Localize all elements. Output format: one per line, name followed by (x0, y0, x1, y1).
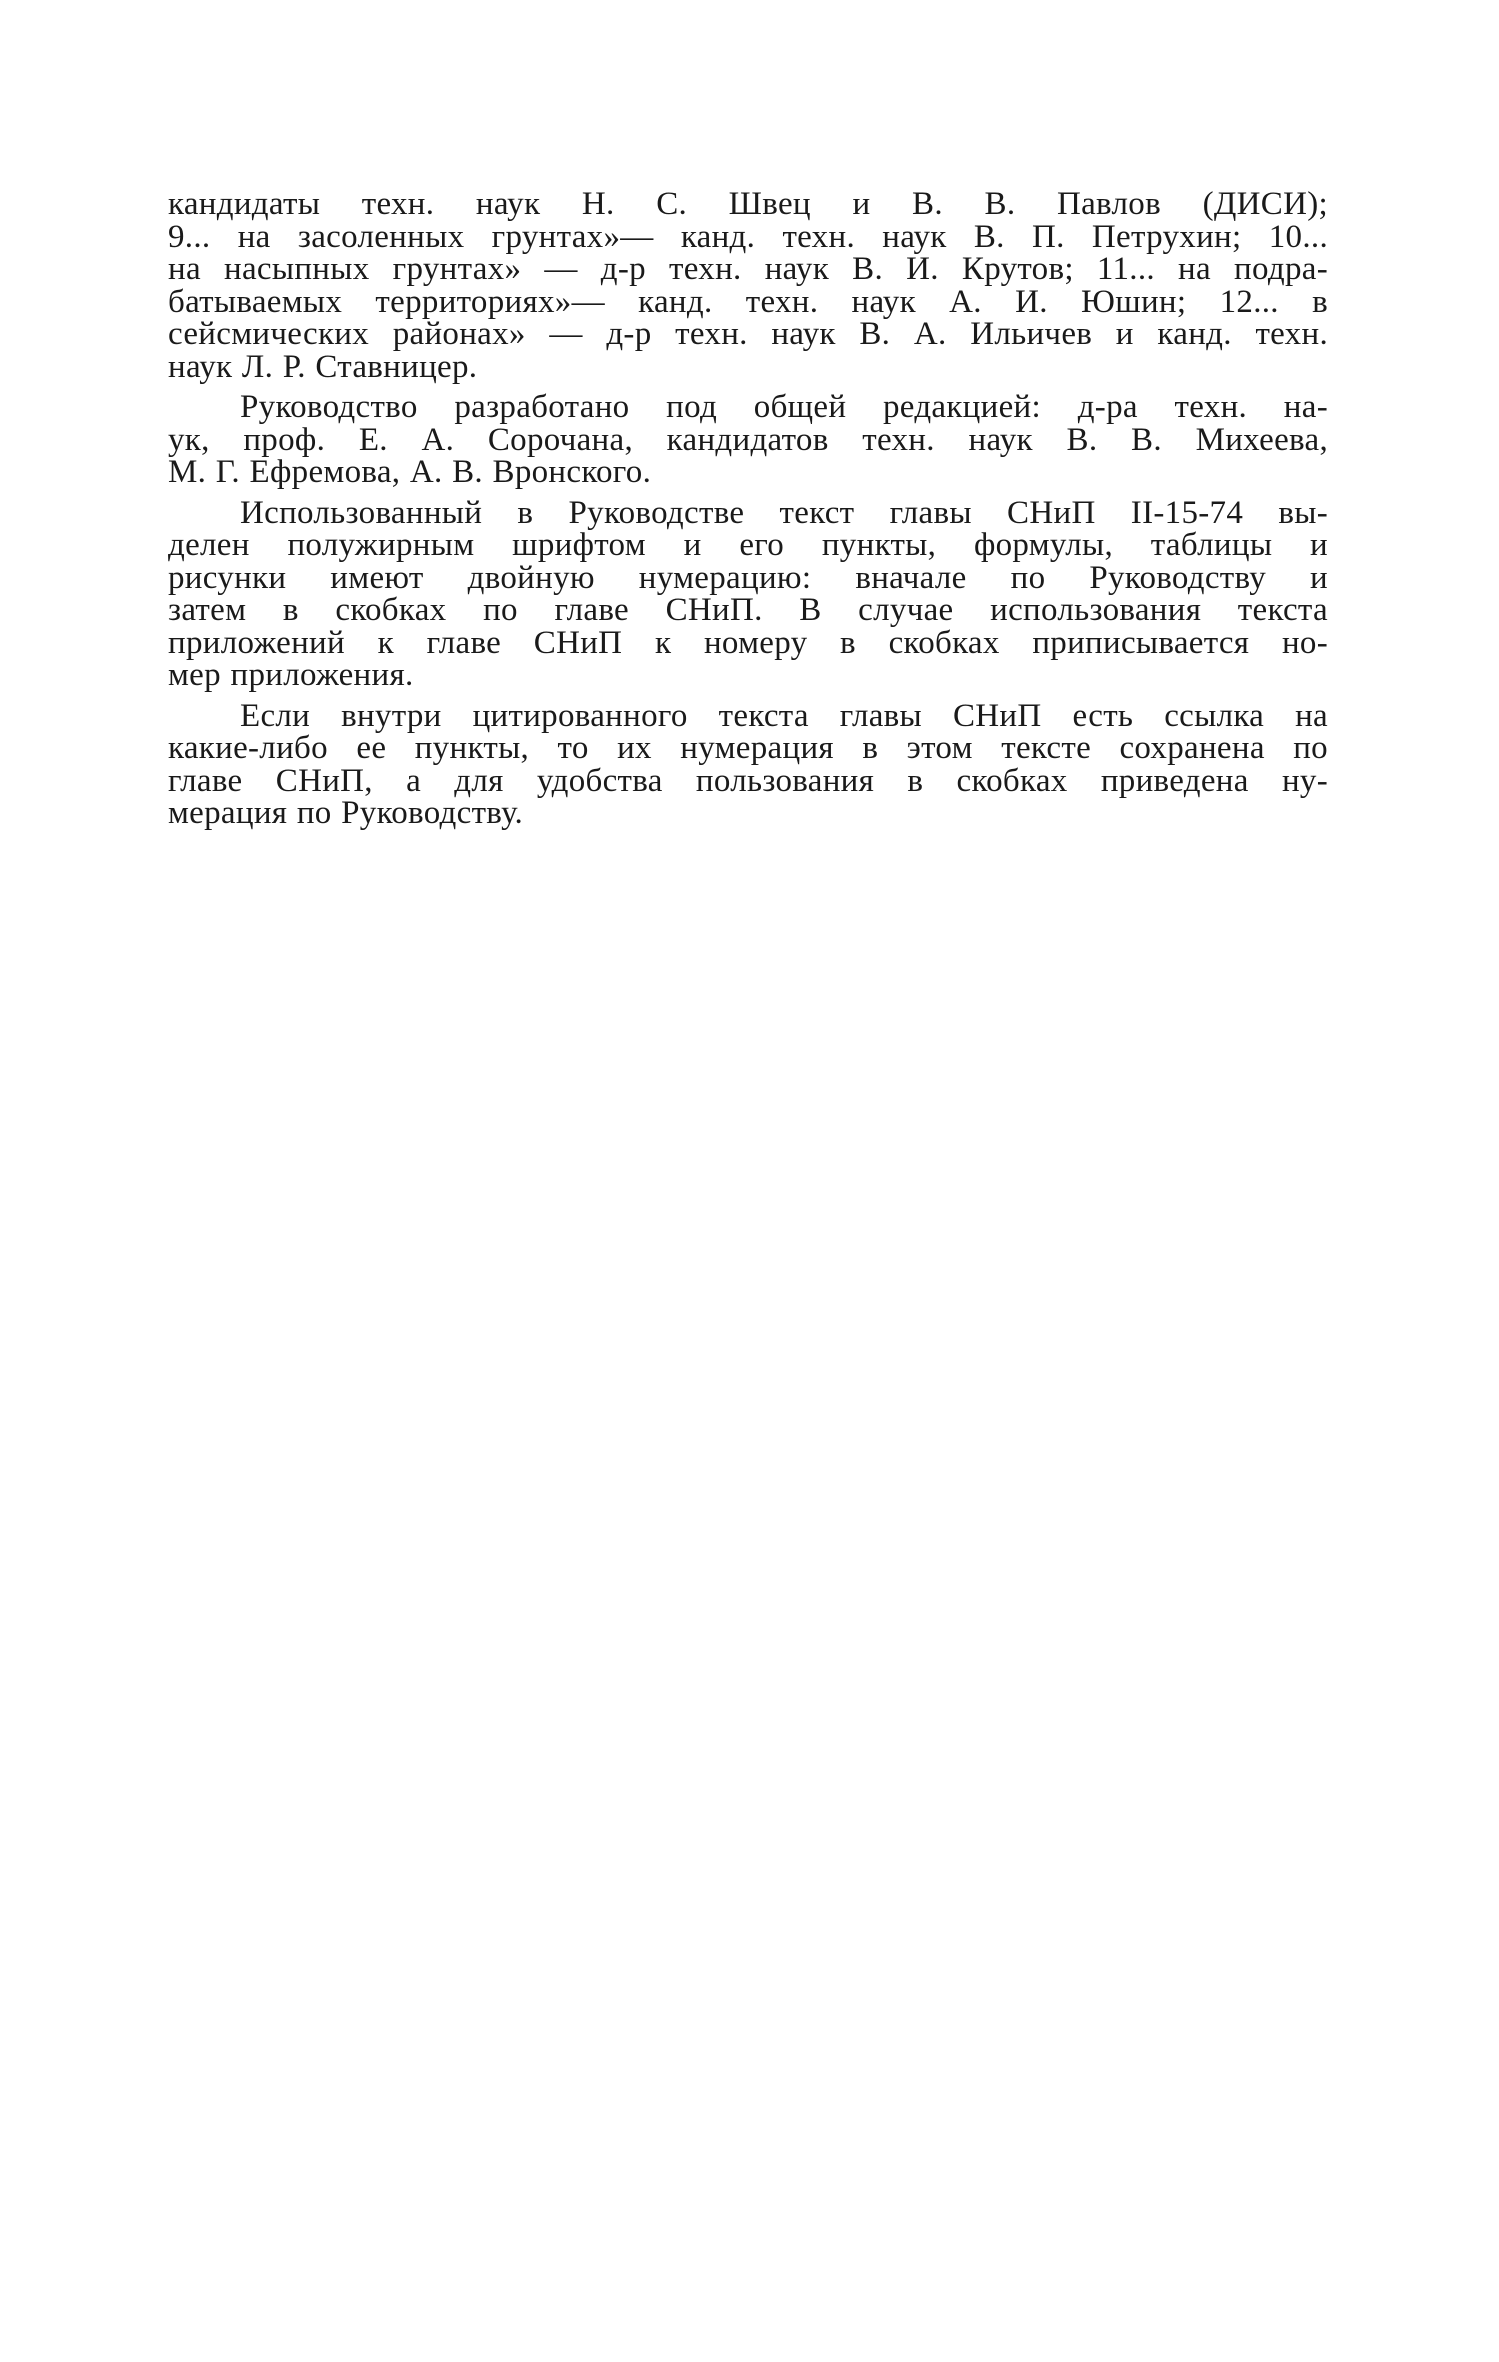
paragraph-editors (168, 391, 1328, 489)
text-line: приложений к главе СНиП к номеру в скобках приписывается но- (168, 624, 1328, 661)
paragraph-numbering-note (168, 697, 1328, 831)
text-line: делен полужирным шрифтом и его пункты, формулы, таблицы и (168, 527, 1328, 563)
text-line: 9... на засоленных грунтах»— канд. техн. наук В. П. Петрухин; 10... (168, 218, 1328, 255)
text-line: наук Л. Р. Ставницер. (168, 348, 478, 385)
text-line: батываемых территориях»— канд. техн. наук А. И. Юшин; 12... в (168, 283, 1328, 320)
text-line: мер приложения. (168, 657, 414, 693)
paragraph-snip-usage (168, 494, 1328, 693)
text-line: сейсмических районах» — д-р техн. наук В. А. Ильичев и канд. техн. (168, 316, 1328, 352)
text-line: Руководство разработано под общей редакцией: д-ра техн. на- (240, 389, 1328, 425)
text-line: главе СНиП, а для удобства пользования в скобках приведена ну- (168, 762, 1328, 799)
text-line: рисунки имеют двойную нумерацию: вначале по Руководству и (168, 559, 1328, 596)
text-line: Если внутри цитированного текста главы СНиП есть ссылка на (240, 697, 1328, 734)
text-line: затем в скобках по главе СНиП. В случае использования текста (168, 592, 1328, 628)
paragraph-authors-continued (168, 188, 1328, 383)
document-page (168, 188, 1328, 830)
text-line: Использованный в Руководстве текст главы СНиП II-15-74 вы- (240, 494, 1328, 531)
text-line: какие-либо ее пункты, то их нумерация в этом тексте сохранена по (168, 730, 1328, 766)
text-line: кандидаты техн. наук Н. С. Швец и В. В. Павлов (ДИСИ); (168, 186, 1328, 222)
text-line: М. Г. Ефремова, А. В. Вронского. (168, 454, 652, 490)
text-line: на насыпных грунтах» — д-р техн. наук В. И. Крутов; 11... на подра- (168, 251, 1328, 287)
text-line: ук, проф. Е. А. Сорочана, кандидатов техн. наук В. В. Михеева, (168, 421, 1328, 458)
text-line: мерация по Руководству. (168, 795, 524, 831)
